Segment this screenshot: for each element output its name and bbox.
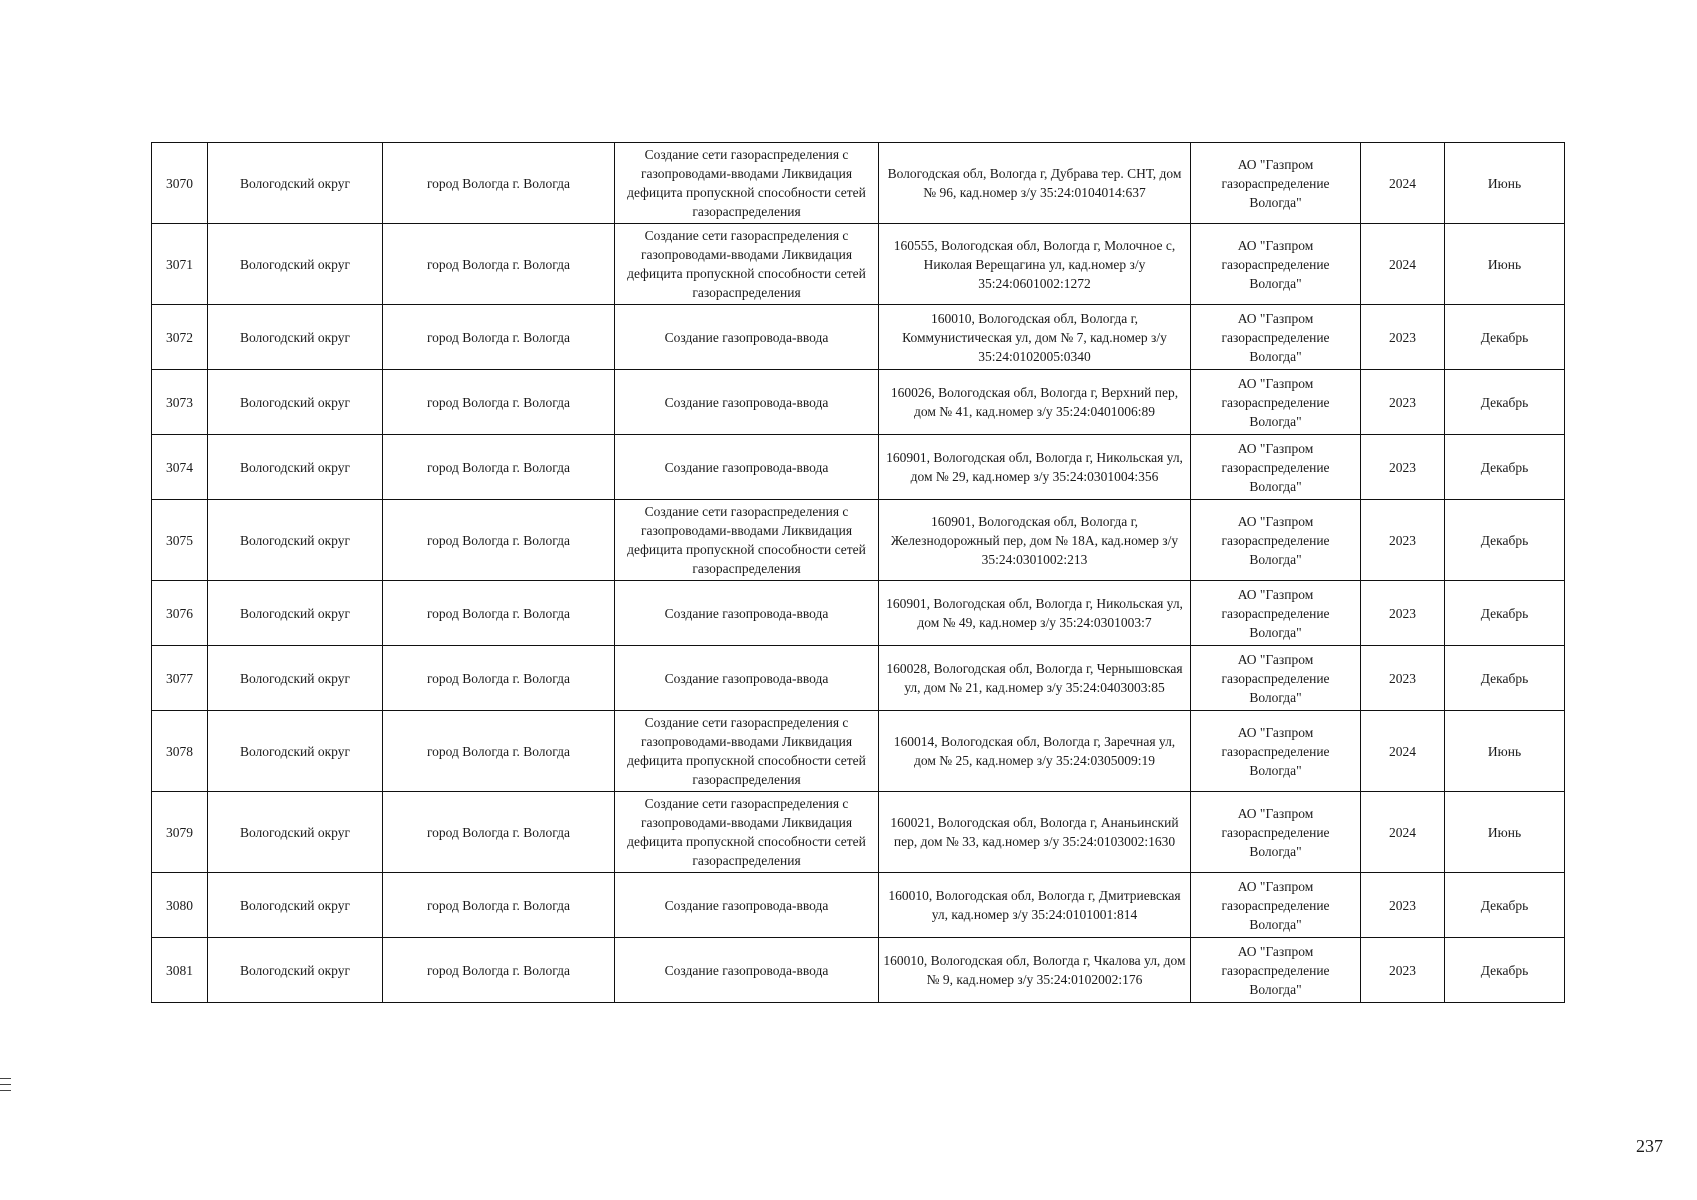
- row-number: 3071: [152, 224, 208, 305]
- address-cell: 160021, Вологодская обл, Вологда г, Ананьинский пер, дом № 33, кад.номер з/у 35:24:0103002:1630: [879, 792, 1191, 873]
- organization-cell: АО "Газпром газораспределение Вологда": [1191, 224, 1361, 305]
- address-cell: 160010, Вологодская обл, Вологда г, Чкалова ул, дом № 9, кад.номер з/у 35:24:0102002:176: [879, 938, 1191, 1003]
- locality-cell: город Вологда г. Вологда: [383, 873, 615, 938]
- organization-cell: АО "Газпром газораспределение Вологда": [1191, 435, 1361, 500]
- row-number: 3081: [152, 938, 208, 1003]
- work-cell: Создание газопровода-ввода: [615, 305, 879, 370]
- year-cell: 2023: [1361, 500, 1445, 581]
- district-cell: Вологодский округ: [208, 435, 383, 500]
- address-cell: 160555, Вологодская обл, Вологда г, Молочное с, Николая Верещагина ул, кад.номер з/у 35:24:0601002:1272: [879, 224, 1191, 305]
- year-cell: 2024: [1361, 143, 1445, 224]
- organization-cell: АО "Газпром газораспределение Вологда": [1191, 305, 1361, 370]
- organization-cell: АО "Газпром газораспределение Вологда": [1191, 581, 1361, 646]
- locality-cell: город Вологда г. Вологда: [383, 435, 615, 500]
- address-cell: 160010, Вологодская обл, Вологда г, Дмитриевская ул, кад.номер з/у 35:24:0101001:814: [879, 873, 1191, 938]
- locality-cell: город Вологда г. Вологда: [383, 224, 615, 305]
- work-cell: Создание газопровода-ввода: [615, 435, 879, 500]
- row-number: 3074: [152, 435, 208, 500]
- work-cell: Создание газопровода-ввода: [615, 938, 879, 1003]
- table-row: [152, 143, 1565, 224]
- address-cell: 160901, Вологодская обл, Вологда г, Железнодорожный пер, дом № 18А, кад.номер з/у 35:24:0301002:213: [879, 500, 1191, 581]
- address-cell: 160028, Вологодская обл, Вологда г, Чернышовская ул, дом № 21, кад.номер з/у 35:24:0403003:85: [879, 646, 1191, 711]
- table-row: [152, 370, 1565, 435]
- work-cell: Создание газопровода-ввода: [615, 370, 879, 435]
- row-number: 3079: [152, 792, 208, 873]
- address-cell: 160901, Вологодская обл, Вологда г, Никольская ул, дом № 49, кад.номер з/у 35:24:0301003:7: [879, 581, 1191, 646]
- work-cell: Создание газопровода-ввода: [615, 581, 879, 646]
- month-cell: Июнь: [1445, 711, 1565, 792]
- organization-cell: АО "Газпром газораспределение Вологда": [1191, 711, 1361, 792]
- table-row: [152, 711, 1565, 792]
- row-number: 3073: [152, 370, 208, 435]
- organization-cell: АО "Газпром газораспределение Вологда": [1191, 873, 1361, 938]
- address-cell: Вологодская обл, Вологда г, Дубрава тер. СНТ, дом № 96, кад.номер з/у 35:24:0104014:637: [879, 143, 1191, 224]
- work-cell: Создание сети газораспределения с газопроводами-вводами Ликвидация дефицита пропускной способности сетей газораспределения: [615, 500, 879, 581]
- district-cell: Вологодский округ: [208, 224, 383, 305]
- organization-cell: АО "Газпром газораспределение Вологда": [1191, 370, 1361, 435]
- month-cell: Июнь: [1445, 224, 1565, 305]
- row-number: 3077: [152, 646, 208, 711]
- month-cell: Декабрь: [1445, 500, 1565, 581]
- work-cell: Создание сети газораспределения с газопроводами-вводами Ликвидация дефицита пропускной способности сетей газораспределения: [615, 711, 879, 792]
- year-cell: 2024: [1361, 224, 1445, 305]
- locality-cell: город Вологда г. Вологда: [383, 646, 615, 711]
- district-cell: Вологодский округ: [208, 938, 383, 1003]
- table-row: [152, 435, 1565, 500]
- organization-cell: АО "Газпром газораспределение Вологда": [1191, 792, 1361, 873]
- month-cell: Декабрь: [1445, 305, 1565, 370]
- year-cell: 2023: [1361, 305, 1445, 370]
- month-cell: Декабрь: [1445, 435, 1565, 500]
- district-cell: Вологодский округ: [208, 581, 383, 646]
- organization-cell: АО "Газпром газораспределение Вологда": [1191, 143, 1361, 224]
- work-cell: Создание газопровода-ввода: [615, 873, 879, 938]
- row-number: 3078: [152, 711, 208, 792]
- month-cell: Декабрь: [1445, 873, 1565, 938]
- year-cell: 2024: [1361, 792, 1445, 873]
- locality-cell: город Вологда г. Вологда: [383, 792, 615, 873]
- gas-network-table: [151, 142, 1565, 1003]
- year-cell: 2023: [1361, 873, 1445, 938]
- organization-cell: АО "Газпром газораспределение Вологда": [1191, 500, 1361, 581]
- table-body: [152, 143, 1565, 1003]
- table-row: [152, 581, 1565, 646]
- district-cell: Вологодский округ: [208, 711, 383, 792]
- row-number: 3080: [152, 873, 208, 938]
- table-row: [152, 646, 1565, 711]
- month-cell: Декабрь: [1445, 581, 1565, 646]
- table-row: [152, 873, 1565, 938]
- margin-mark: [0, 1078, 11, 1098]
- district-cell: Вологодский округ: [208, 646, 383, 711]
- table-row: [152, 305, 1565, 370]
- month-cell: Июнь: [1445, 792, 1565, 873]
- district-cell: Вологодский округ: [208, 792, 383, 873]
- district-cell: Вологодский округ: [208, 305, 383, 370]
- year-cell: 2023: [1361, 581, 1445, 646]
- row-number: 3075: [152, 500, 208, 581]
- district-cell: Вологодский округ: [208, 143, 383, 224]
- locality-cell: город Вологда г. Вологда: [383, 143, 615, 224]
- month-cell: Декабрь: [1445, 938, 1565, 1003]
- month-cell: Июнь: [1445, 143, 1565, 224]
- work-cell: Создание сети газораспределения с газопроводами-вводами Ликвидация дефицита пропускной способности сетей газораспределения: [615, 143, 879, 224]
- organization-cell: АО "Газпром газораспределение Вологда": [1191, 646, 1361, 711]
- year-cell: 2024: [1361, 711, 1445, 792]
- row-number: 3070: [152, 143, 208, 224]
- table-row: [152, 792, 1565, 873]
- locality-cell: город Вологда г. Вологда: [383, 938, 615, 1003]
- locality-cell: город Вологда г. Вологда: [383, 581, 615, 646]
- district-cell: Вологодский округ: [208, 500, 383, 581]
- address-cell: 160026, Вологодская обл, Вологда г, Верхний пер, дом № 41, кад.номер з/у 35:24:0401006:89: [879, 370, 1191, 435]
- year-cell: 2023: [1361, 938, 1445, 1003]
- month-cell: Декабрь: [1445, 646, 1565, 711]
- locality-cell: город Вологда г. Вологда: [383, 305, 615, 370]
- district-cell: Вологодский округ: [208, 873, 383, 938]
- address-cell: 160014, Вологодская обл, Вологда г, Заречная ул, дом № 25, кад.номер з/у 35:24:0305009:19: [879, 711, 1191, 792]
- organization-cell: АО "Газпром газораспределение Вологда": [1191, 938, 1361, 1003]
- row-number: 3072: [152, 305, 208, 370]
- table-row: [152, 500, 1565, 581]
- locality-cell: город Вологда г. Вологда: [383, 711, 615, 792]
- table-row: [152, 224, 1565, 305]
- row-number: 3076: [152, 581, 208, 646]
- work-cell: Создание сети газораспределения с газопроводами-вводами Ликвидация дефицита пропускной способности сетей газораспределения: [615, 224, 879, 305]
- table-row: [152, 938, 1565, 1003]
- page-number: 237: [1636, 1136, 1663, 1156]
- year-cell: 2023: [1361, 435, 1445, 500]
- address-cell: 160901, Вологодская обл, Вологда г, Никольская ул, дом № 29, кад.номер з/у 35:24:0301004:356: [879, 435, 1191, 500]
- year-cell: 2023: [1361, 370, 1445, 435]
- month-cell: Декабрь: [1445, 370, 1565, 435]
- address-cell: 160010, Вологодская обл, Вологда г, Коммунистическая ул, дом № 7, кад.номер з/у 35:24:0102005:0340: [879, 305, 1191, 370]
- locality-cell: город Вологда г. Вологда: [383, 500, 615, 581]
- district-cell: Вологодский округ: [208, 370, 383, 435]
- work-cell: Создание газопровода-ввода: [615, 646, 879, 711]
- year-cell: 2023: [1361, 646, 1445, 711]
- work-cell: Создание сети газораспределения с газопроводами-вводами Ликвидация дефицита пропускной способности сетей газораспределения: [615, 792, 879, 873]
- locality-cell: город Вологда г. Вологда: [383, 370, 615, 435]
